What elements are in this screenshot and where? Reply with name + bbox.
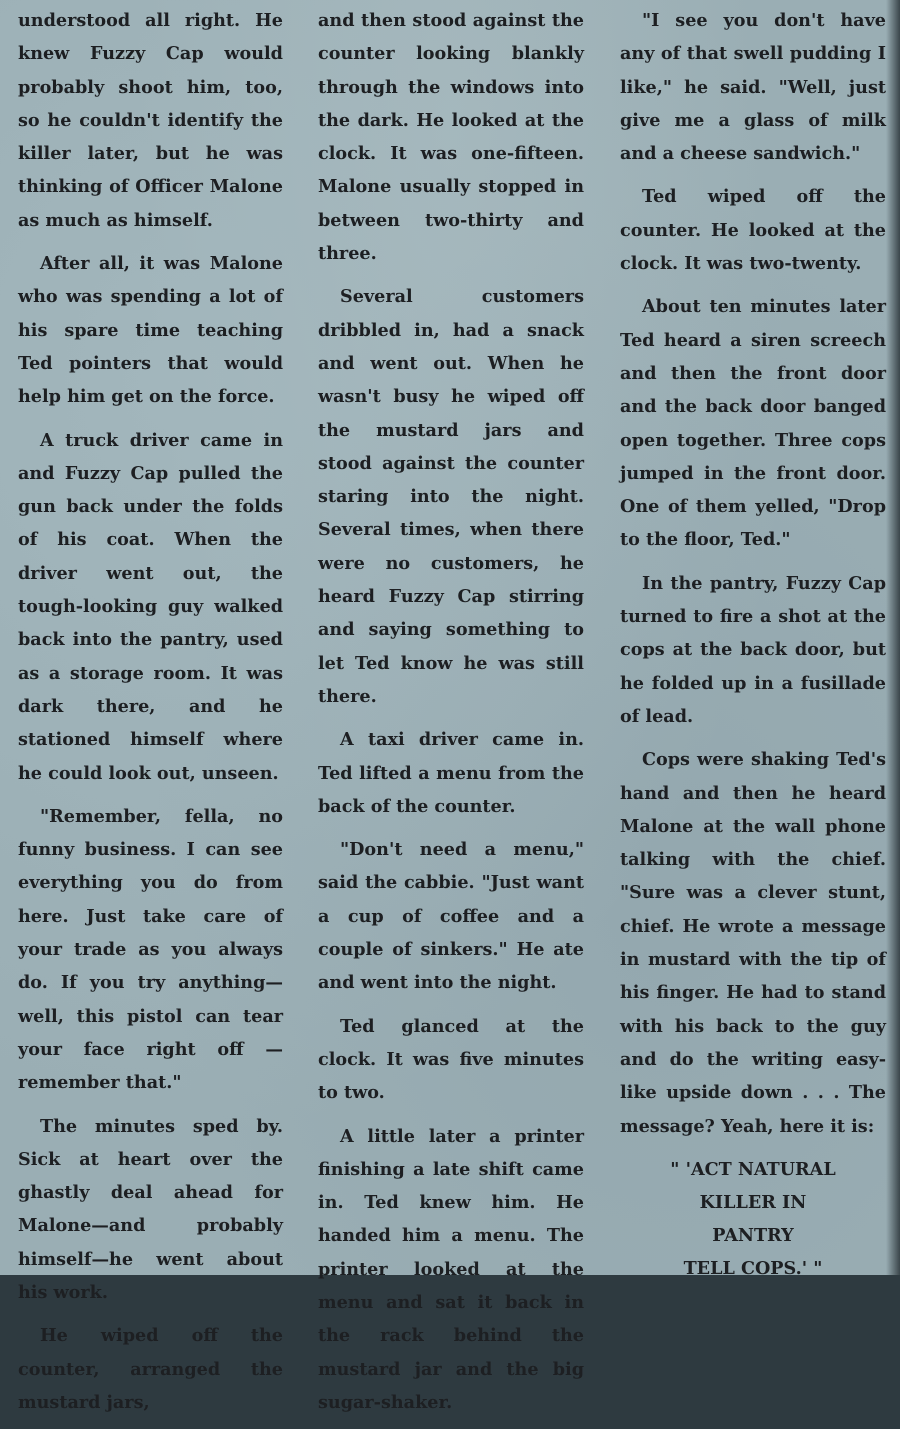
paragraph: Ted glanced at the clock. It was five minutes to two. [318,1015,584,1104]
paragraph: A taxi driver came in. Ted lifted a menu from the back of the counter. [318,729,584,817]
message-line: TELL COPS.' " [683,1257,823,1279]
paragraph: A truck driver came in and Fuzzy Cap pulled the gun back under the folds of his coat. When the driver went out, the tough-looking guy walked back into the pantry, used as a storage room. It was dark there, and he stationed himself where he could look out, unseen. [18,429,283,784]
paragraph: Cops were shaking Ted's hand and then he heard Malone at the wall phone talking with the chief. "Sure was a clever stunt, chief. He wrote a message in mustard with the tip of his finger. He had to stand with his back to the guy and do the writing easy-like upside down . . . The message? Yeah, here it is: [620,749,886,1137]
paragraph: understood all right. He knew Fuzzy Cap would probably shoot him, too, so he couldn't identify the killer later, but he was thinking of Officer Malone as much as himself. [18,10,283,231]
page-edge-shadow [886,0,900,1275]
paragraph: A little later a printer finishing a late shift came in. Ted knew him. He handed him a menu. The printer looked at the menu and sat it back in the rack behind the mustard jar and the big sugar-shaker. [318,1125,584,1413]
message-line: PANTRY [712,1224,794,1246]
paragraph: The minutes sped by. Sick at heart over the ghastly deal ahead for Malone—and probably himself—he went about his work. [18,1115,283,1303]
paragraph: Several customers dribbled in, had a snack and went out. When he wasn't busy he wiped off the mustard jars and stood against the counter staring into the night. Several times, when there were no customers, he heard Fuzzy Cap stirring and saying something to let Ted know he was still there. [318,286,584,707]
paragraph: He wiped off the counter, arranged the mustard jars, [18,1325,283,1413]
paragraph: "Don't need a menu," said the cabbie. "Just want a cup of coffee and a couple of sinkers." He ate and went into the night. [318,839,584,994]
paragraph: About ten minutes later Ted heard a siren screech and then the front door and the back door banged open together. Three cops jumped in the front door. One of them yelled, "Drop to the floor, Ted." [620,296,886,551]
text-column-3 [620,4,886,1285]
message-line: KILLER IN [699,1191,807,1213]
paragraph: "Remember, fella, no funny business. I can see everything you do from here. Just take care of your trade as you always do. If you try anything—well, this pistol can tear your face right off —remember that." [18,805,283,1094]
paragraph: "I see you don't have any of that swell pudding I like," he said. "Well, just give me a glass of milk and a cheese sandwich." [620,10,886,165]
paragraph: Ted wiped off the counter. He looked at the clock. It was two-twenty. [620,186,886,275]
text-column-2 [318,4,584,1429]
text-column-1 [18,4,283,1429]
paragraph: After all, it was Malone who was spending a lot of his spare time teaching Ted pointers that would help him get on the force. [18,253,283,408]
mustard-message [620,1153,886,1285]
paragraph: and then stood against the counter looking blankly through the windows into the dark. He looked at the clock. It was one-fifteen. Malone usually stopped in between two-thirty and three. [318,10,584,265]
paragraph: In the pantry, Fuzzy Cap turned to fire a shot at the cops at the back door, but he folded up in a fusillade of lead. [620,572,886,727]
message-line: " 'ACT NATURAL [670,1158,836,1180]
